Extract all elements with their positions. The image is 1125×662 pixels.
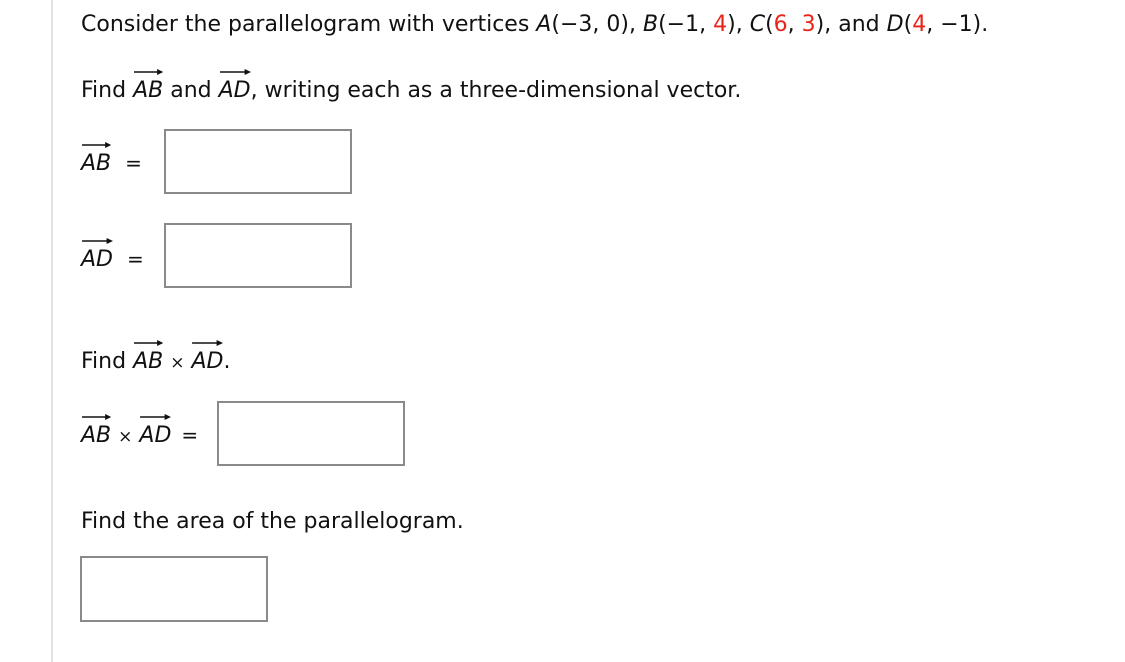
separator: .: [981, 12, 989, 37]
intro-text: Consider the parallelogram with vertices: [81, 12, 537, 37]
vertex-c-name: C: [749, 12, 766, 37]
vector-ad-label: AD: [139, 421, 171, 451]
vector-ad: AD: [191, 347, 223, 377]
vertex-b-name: B: [642, 12, 659, 37]
vector-ab-label: AB: [81, 421, 111, 451]
vector-arrow-icon: [191, 339, 223, 347]
part1-prompt: [81, 76, 741, 106]
ab-answer-label: [81, 148, 142, 179]
vector-arrow-icon: [81, 141, 111, 149]
prompt-text: , writing each as a three-dimensional vector.: [250, 78, 742, 103]
vertex-c-y: 3: [801, 12, 816, 37]
vertex-d-name: D: [886, 12, 904, 37]
ad-answer-label: [81, 244, 144, 275]
part2-prompt: [81, 347, 230, 378]
prompt-text: Find: [81, 349, 134, 374]
vertex-a-y: 0: [606, 12, 621, 37]
ab-answer-input[interactable]: [164, 129, 352, 194]
vector-arrow-icon: [133, 339, 163, 347]
vertex-a-x: −3: [559, 12, 593, 37]
vertex-b-y: 4: [713, 12, 728, 37]
vertex-b: B(−1, 4): [642, 12, 736, 37]
vector-ab-label: AB: [81, 149, 111, 179]
vector-ab: AB: [133, 76, 163, 106]
separator: , and: [824, 12, 887, 37]
prompt-text: and: [163, 78, 219, 103]
separator: ,: [735, 12, 750, 37]
cross-product-answer-input[interactable]: [217, 401, 405, 466]
left-margin-rule: [51, 0, 53, 662]
vertex-b-x: −1: [666, 12, 700, 37]
vertex-a-name: A: [536, 12, 552, 37]
equals-sign: =: [181, 423, 199, 447]
period: .: [223, 349, 231, 374]
vertex-a: A(−3, 0): [536, 12, 629, 37]
vector-arrow-icon: [133, 68, 163, 76]
cross-product-symbol: ×: [170, 353, 185, 373]
separator: ,: [628, 12, 643, 37]
prompt-text: Find: [81, 78, 134, 103]
vertex-d-y: −1: [940, 12, 973, 37]
cross-answer-label: [81, 420, 198, 452]
vector-arrow-icon: [81, 413, 111, 421]
ad-answer-input[interactable]: [164, 223, 352, 288]
vector-arrow-icon: [219, 68, 251, 76]
vertex-d-x: 4: [912, 12, 927, 37]
vertex-c-x: 6: [773, 12, 788, 37]
question-intro: [81, 10, 988, 40]
area-answer-input[interactable]: [80, 556, 268, 622]
vertex-c: C(6, 3): [749, 12, 825, 37]
vector-ad-label: AD: [81, 245, 113, 275]
vector-arrow-icon: [81, 237, 113, 245]
vector-ad: AD: [219, 76, 251, 106]
equals-sign: =: [125, 151, 142, 175]
cross-product-symbol: ×: [118, 427, 133, 447]
vertex-d: D(4, −1): [886, 12, 982, 37]
vector-ab: AB: [133, 347, 163, 377]
vector-arrow-icon: [139, 413, 171, 421]
part3-prompt: Find the area of the parallelogram.: [81, 509, 464, 534]
equals-sign: =: [127, 247, 144, 271]
